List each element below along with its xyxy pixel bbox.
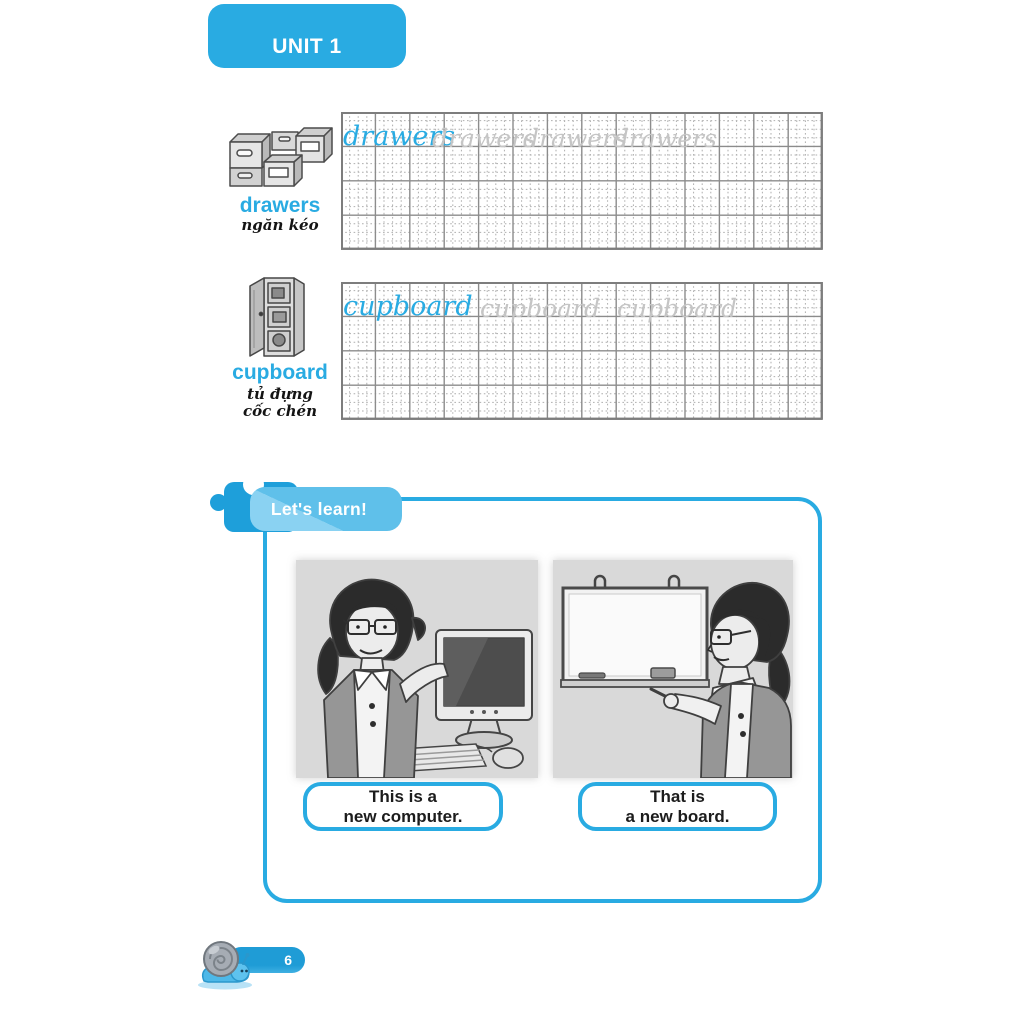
writing-grid-cupboard (341, 282, 823, 420)
practice-word-traced: drawers (343, 121, 456, 152)
caption-that-is-a-new-board: That is a new board. (578, 782, 777, 831)
drawers-illustration (226, 124, 334, 190)
vocab-translation-drawers: ngăn kéo (241, 216, 319, 234)
unit-title: UNIT 1 (272, 35, 342, 58)
picture-teacher-pointing-board (553, 560, 793, 778)
picture-teacher-showing-computer (296, 560, 538, 778)
cupboard-icon (246, 274, 310, 358)
practice-word-faded: cupboard (480, 294, 601, 323)
cupboard-illustration (246, 274, 312, 360)
vocab-word-drawers: drawers (239, 194, 321, 217)
caption-this-is-a-new-computer: This is a new computer. (303, 782, 503, 831)
page-number: 6 (284, 952, 292, 968)
vocab-word-cupboard: cupboard (232, 361, 328, 384)
writing-grid-drawers (341, 112, 823, 250)
practice-word-faded: drawers (523, 124, 627, 153)
drawers-icon (226, 124, 334, 190)
practice-word-faded: cupboard (617, 294, 738, 323)
practice-word-faded: drawers (432, 124, 536, 153)
teacher-computer-scene-icon (296, 560, 538, 778)
unit-header-tab (208, 4, 406, 68)
trace-words-drawers (341, 112, 823, 250)
practice-word-faded: drawers (613, 124, 717, 153)
snail-mascot-icon (194, 934, 258, 990)
trace-words-cupboard (341, 282, 823, 420)
teacher-board-scene-icon (553, 560, 793, 778)
vocab-translation-cupboard: tủ đựng cốc chén (243, 385, 317, 420)
practice-word-traced: cupboard (343, 291, 473, 322)
lets-learn-tab-label: Let's learn! (270, 498, 368, 519)
